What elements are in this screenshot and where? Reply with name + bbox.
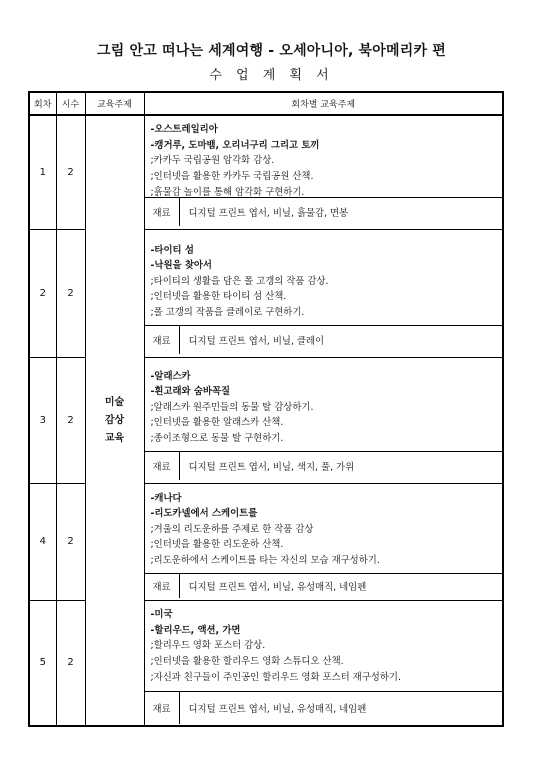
session-content <box>144 115 503 229</box>
session-content <box>144 229 503 357</box>
session-content <box>144 483 503 600</box>
materials-value: 디지털 프린트 엽서, 비닐, 유성매직, 네임펜 <box>188 704 367 716</box>
lesson-title: -낙원을 찾아서 <box>150 260 212 272</box>
session-number: 1 <box>29 115 56 229</box>
activity-line: ;알래스카 원주민들의 동물 탈 감상하기. <box>150 401 314 413</box>
region-title: -미국 <box>150 609 173 621</box>
materials-row <box>145 691 503 724</box>
lesson-title: -할리우드, 액션, 가면 <box>150 624 241 636</box>
document-title: 그림 안고 떠나는 세계여행 - 오세아니아, 북아메리카 편 <box>97 43 446 59</box>
subject-line: 감상 <box>104 414 125 426</box>
materials-label: 재료 <box>145 198 180 226</box>
lesson-title: -캥거루, 도마뱀, 오리너구리 그리고 토끼 <box>150 139 320 151</box>
session-content <box>144 357 503 483</box>
subject-line: 미술 <box>104 396 125 408</box>
region-title: -타이티 섬 <box>150 244 194 256</box>
session-hours: 2 <box>56 229 85 357</box>
header-content: 회차별 교육주제 <box>144 92 503 115</box>
session-hours: 2 <box>56 357 85 483</box>
session-number: 5 <box>29 600 56 726</box>
header-subject: 교육주제 <box>85 92 144 115</box>
document-subtitle: 수 업 계 획 서 <box>209 68 334 83</box>
session-hours: 2 <box>56 115 85 229</box>
activity-line: ;흙물감 놀이를 통해 암각화 구현하기. <box>150 186 305 198</box>
materials-label: 재료 <box>145 692 180 724</box>
header-session: 회차 <box>29 92 56 115</box>
activity-line: ;겨울의 리도운하를 주제로 한 작품 감상 <box>150 523 314 535</box>
lesson-title: -흰고래와 숨바꼭질 <box>150 386 231 398</box>
activity-line: ;자신과 친구들이 주인공인 할리우드 영화 포스터 재구성하기. <box>150 671 401 683</box>
session-number: 3 <box>29 357 56 483</box>
subject-cell <box>85 115 144 726</box>
session-number: 2 <box>29 229 56 357</box>
activity-line: ;인터넷을 활용한 알래스카 산책. <box>150 417 284 429</box>
activity-line: ;타이티의 생활을 담은 폴 고갱의 작품 감상. <box>150 275 329 287</box>
header-hours: 시수 <box>56 92 85 115</box>
materials-row <box>145 325 503 354</box>
region-title: -알래스카 <box>150 370 191 382</box>
session-hours: 2 <box>56 600 85 726</box>
materials-label: 재료 <box>145 326 180 354</box>
table-row <box>29 115 503 229</box>
materials-value: 디지털 프린트 엽서, 비닐, 유성매직, 네임펜 <box>188 581 367 593</box>
table-header-row <box>29 92 503 115</box>
materials-row <box>145 197 503 226</box>
region-title: -캐나다 <box>150 492 182 504</box>
materials-value: 디지털 프린트 엽서, 비닐, 흙물감, 면봉 <box>188 208 349 220</box>
materials-value: 디지털 프린트 엽서, 비닐, 색지, 풀, 가위 <box>188 461 355 473</box>
materials-label: 재료 <box>145 452 180 480</box>
activity-line: ;인터넷을 활용한 리도운하 산책. <box>150 539 284 551</box>
session-hours: 2 <box>56 483 85 600</box>
materials-row <box>145 573 503 598</box>
activity-line: ;카카두 국립공원 암각화 감상. <box>150 155 275 167</box>
activity-line: ;할리우드 영화 포스터 감상. <box>150 640 266 652</box>
activity-line: ;리도운하에서 스케이트를 타는 자신의 모습 재구성하기. <box>150 554 380 566</box>
activity-line: ;폴 고갱의 작품을 클레이로 구현하기. <box>150 306 305 318</box>
session-content <box>144 600 503 726</box>
activity-line: ;인터넷을 활용한 할리우드 영화 스튜디오 산책. <box>150 656 344 668</box>
lesson-plan-table <box>28 91 504 727</box>
materials-value: 디지털 프린트 엽서, 비닐, 클레이 <box>188 335 325 347</box>
subject-line: 교육 <box>104 432 125 444</box>
materials-row <box>145 451 503 480</box>
activity-line: ;인터넷을 활용한 카카두 국립공원 산책. <box>150 171 314 183</box>
activity-line: ;종이조형으로 동물 탈 구현하기. <box>150 432 284 444</box>
materials-label: 재료 <box>145 574 180 598</box>
region-title: -오스트레일리아 <box>150 124 218 136</box>
session-number: 4 <box>29 483 56 600</box>
activity-line: ;인터넷을 활용한 타이티 섬 산책. <box>150 291 287 303</box>
lesson-title: -리도카넬에서 스케이트를 <box>150 508 258 520</box>
